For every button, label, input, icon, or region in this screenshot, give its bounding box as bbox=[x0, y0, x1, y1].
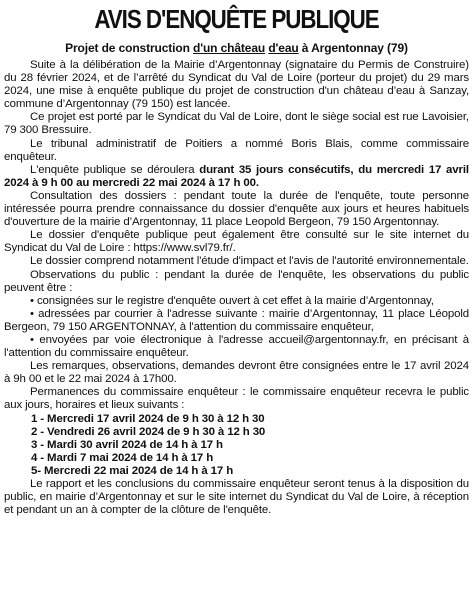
subtitle-text-start: Projet de construction bbox=[65, 41, 194, 55]
bullet-mail: • adressées par courrier à l'adresse suivante : mairie d’Argentonnay, 11 place Léopold Bergeon, 79 150 ARGENTONNAY, à l'attention du commissaire enquêteur, bbox=[4, 307, 469, 333]
notice-title: AVIS D'ENQUÊTE PUBLIQUE bbox=[94, 4, 379, 34]
subtitle-underlined-1: d'un château bbox=[193, 41, 266, 55]
permanence-item: 2 - Vendredi 26 avril 2024 de 9 h 30 à 12 h 30 bbox=[31, 425, 266, 438]
permanence-item: 5- Mercredi 22 mai 2024 de 14 h à 17 h bbox=[31, 464, 234, 477]
paragraph-consultation: Consultation des dossiers : pendant toute la durée de l'enquête, toute personne intéressée pourra prendre connaissance du dossier d'enquête aux jours et heures habituels d'ouverture de la mairie d’Argentonnay, 11 place Leopold Bergeon, 79 150 Argentonnay. bbox=[4, 189, 469, 229]
paragraph-observations: Observations du public : pendant la durée de l'enquête, les observations du public peuvent être : bbox=[4, 268, 469, 294]
paragraph-project-holder: Ce projet est porté par le Syndicat du Val de Loire, dont le siège social est rue Lavoisier, 79 300 Bressuire. bbox=[4, 111, 469, 137]
permanence-item: 1 - Mercredi 17 avril 2024 de 9 h 30 à 12 h 30 bbox=[31, 412, 265, 425]
paragraph-report: Le rapport et les conclusions du commissaire enquêteur seront tenus à la disposition du public, en mairie d’Argentonnay et sur le site internet du Syndicat du Val de Loire, à réception et pendant un an à compter de la clôture de l'enquête. bbox=[4, 478, 469, 517]
permanence-item: 4 - Mardi 7 mai 2024 de 14 h à 17 h bbox=[31, 451, 214, 464]
paragraph-commissioner: Le tribunal administratif de Poitiers a nommé Boris Blais, comme commissaire enquêteur. bbox=[4, 137, 469, 163]
paragraph-duration bbox=[4, 164, 469, 190]
paragraph-website: Le dossier d'enquête publique peut également être consulté sur le site internet du Syndicat du Val de Loire : https://www.svl79.fr/. bbox=[4, 229, 469, 255]
bullet-email: • envoyées par voie électronique à l'adresse accueil@argentonnay.fr, en précisant à l'attention du commissaire enquêteur. bbox=[4, 333, 469, 360]
subtitle-text-end: à Argentonnay (79) bbox=[298, 41, 408, 55]
bullet-register: • consignées sur le registre d'enquête ouvert à cet effet à la mairie d’Argentonnay, bbox=[30, 294, 434, 307]
permanence-item: 3 - Mardi 30 avril 2024 de 14 h à 17 h bbox=[31, 438, 223, 451]
paragraph-contents: Le dossier comprend notamment l'étude d'impact et l'avis de l'autorité environnementale. bbox=[30, 255, 469, 268]
duration-dates: durant 35 jours consécutifs, du mercredi 17 avril 2024 à 9 h 00 au mercredi 22 mai 2024 à 17 h 00. bbox=[4, 163, 469, 189]
subtitle-underlined-2: d'eau bbox=[268, 41, 299, 55]
notice-subtitle bbox=[4, 41, 469, 55]
paragraph-permanences: Permanences du commissaire enquêteur : le commissaire enquêteur recevra le public aux jours, horaires et lieux suivants : bbox=[4, 386, 469, 412]
duration-intro: L'enquête publique se déroulera bbox=[30, 163, 200, 176]
paragraph-deliberation: Suite à la délibération de la Mairie d’Argentonnay (signataire du Permis de Construire) du 28 février 2024, et de l’arrêté du Syndicat du Val de Loire (porteur du projet) du 29 mars 2024, une mise à enquête publique du projet de construction d'un château d’eau à Sanzay, commune d’Argentonnay (79 150) est lancée. bbox=[4, 59, 469, 111]
paragraph-deadline: Les remarques, observations, demandes devront être consignées entre le 17 avril 2024 à 9h 00 et le 22 mai 2024 à 17h00. bbox=[4, 360, 469, 386]
